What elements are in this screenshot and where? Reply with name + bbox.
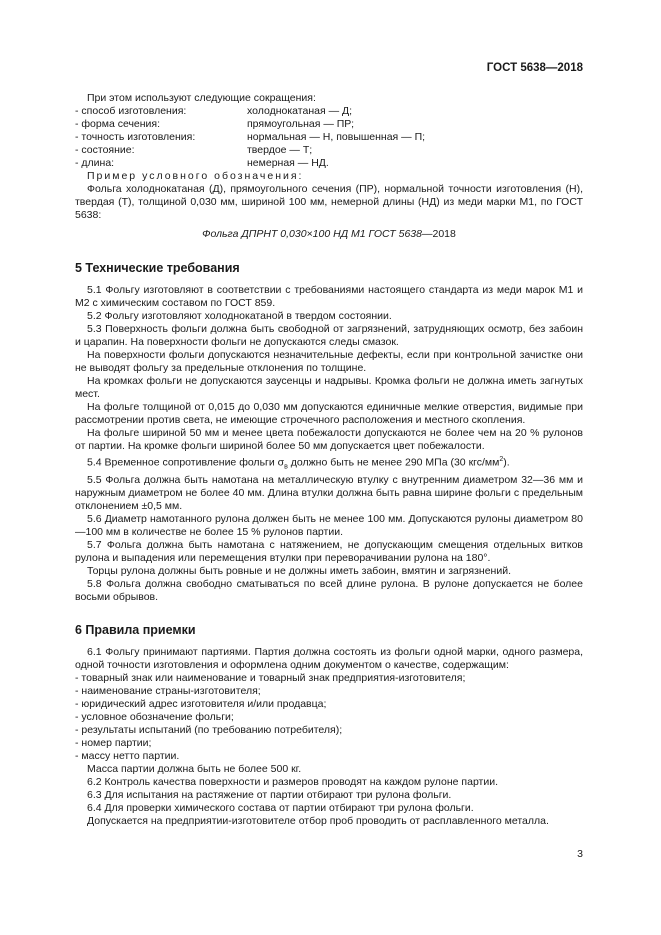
- paragraph: 5.5 Фольга должна быть намотана на металлическую втулку с внутренним диаметром 32—36 мм и наружным диаметром не более 40 мм. Длина втулки должна быть равна ширине фольги с предельным отклонением ±0,5 мм.: [75, 473, 583, 512]
- designation-example: Фольга ДПРНТ 0,030×100 НД М1 ГОСТ 5638—2018: [202, 228, 456, 240]
- list-item: - массу нетто партии.: [75, 749, 180, 762]
- section-6-heading: 6 Правила приемки: [75, 622, 196, 637]
- quality-document-list: [75, 672, 583, 763]
- page-content: [75, 92, 583, 828]
- list-item: - юридический адрес изготовителя и/или продавца;: [75, 697, 327, 710]
- paragraph: 6.3 Для испытания на растяжение от партии отбирают три рулона фольги.: [87, 788, 452, 801]
- paragraph: 6.2 Контроль качества поверхности и размеров проводят на каждом рулоне партии.: [87, 775, 499, 788]
- list-item: - товарный знак или наименование и товарный знак предприятия-изготовителя;: [75, 671, 466, 684]
- abbreviation-row: - способ изготовления: холоднокатаная — Д;: [75, 105, 353, 117]
- paragraph: 5.1 Фольгу изготовляют в соответствии с требованиями настоящего стандарта из меди марок М1 и М2 с химическим составом по ГОСТ 859.: [75, 284, 583, 309]
- paragraph: На кромках фольги не допускаются заусенцы и надрывы. Кромка фольги не должна иметь загнутых мест.: [75, 375, 583, 400]
- paragraph: 5.6 Диаметр намотанного рулона должен быть не менее 100 мм. Допускаются рулоны диаметром 80—100 мм в количестве не более 15 % рулонов партии.: [75, 512, 583, 538]
- paragraph: На фольге шириной 50 мм и менее цвета побежалости допускаются не более чем на 20 % рулонов от партии. На кромке фольги шириной более 50 мм допускается цвет побежалости.: [75, 427, 583, 452]
- paragraph: 5.8 Фольга должна свободно сматываться по всей длине рулона. В рулоне допускается не более восьми обрывов.: [75, 577, 583, 603]
- list-item: - результаты испытаний (по требованию потребителя);: [75, 723, 343, 736]
- paragraph: Допускается на предприятии-изготовителе отбор проб проводить от расплавленного металла.: [87, 814, 549, 827]
- list-item: - номер партии;: [75, 736, 152, 749]
- paragraph: 5.7 Фольга должна быть намотана с натяжением, не допускающим смещения отдельных витков рулона и выпадения или перемещения втулки при переворачивании рулона на 180°.: [75, 538, 583, 564]
- list-item: - наименование страны-изготовителя;: [75, 684, 261, 697]
- document-id-header: ГОСТ 5638—2018: [486, 62, 583, 74]
- abbreviations-list: [75, 105, 583, 170]
- example-heading: Пример условного обозначения:: [87, 170, 304, 182]
- paragraph-5-4: 5.4 Временное сопротивление фольги $\sigma_в$ должно быть не менее 290 МПа (30 кгс/$мм^2$).: [87, 456, 510, 471]
- paragraph: 5.3 Поверхность фольги должна быть свободной от загрязнений, затрудняющих осмотр, без забоин и царапин. На поверхности фольги не допускаются следы смазок.: [75, 323, 583, 348]
- list-item: - условное обозначение фольги;: [75, 710, 234, 723]
- paragraph: Торцы рулона должны быть ровные и не должны иметь забоин, вмятин и загрязнений.: [87, 564, 511, 577]
- paragraph: На фольге толщиной от 0,015 до 0,030 мм допускаются единичные мелкие отверстия, видимые при рассмотрении против света, не имеющие строчечного расположения и местного скопления.: [75, 401, 583, 426]
- abbreviation-row: - состояние: твердое — Т;: [75, 144, 313, 156]
- paragraph-6-1: 6.1 Фольгу принимают партиями. Партия должна состоять из фольги одной марки, одного размера, одной точности изготовления и оформлена одним документом о качестве, содержащим:: [75, 645, 583, 671]
- paragraph: 6.4 Для проверки химического состава от партии отбирают три рулона фольги.: [87, 801, 474, 814]
- abbreviation-row: - длина: немерная — НД.: [75, 157, 329, 169]
- abbreviation-row: - форма сечения: прямоугольная — ПР;: [75, 118, 354, 130]
- abbreviations-lead: При этом используют следующие сокращения:: [87, 92, 316, 104]
- paragraph: 5.2 Фольгу изготовляют холоднокатаной в твердом состоянии.: [87, 310, 392, 322]
- paragraph: Масса партии должна быть не более 500 кг.: [87, 762, 302, 775]
- section-5-heading: 5 Технические требования: [75, 261, 240, 275]
- paragraph: На поверхности фольги допускаются незначительные дефекты, если при контрольной зачистке они не выводят фольгу за предельные отклонения по толщине.: [75, 349, 583, 374]
- abbreviation-row: - точность изготовления: нормальная — Н, повышенная — П;: [75, 131, 426, 143]
- example-text: Фольга холоднокатаная (Д), прямоугольного сечения (ПР), нормальной точности изготовления (Н), твердая (Т), толщиной 0,030 мм, шириной 100 мм, немерной длины (НД) из меди марки М1, по ГОСТ 5638:: [75, 183, 583, 221]
- page-number: 3: [577, 848, 583, 860]
